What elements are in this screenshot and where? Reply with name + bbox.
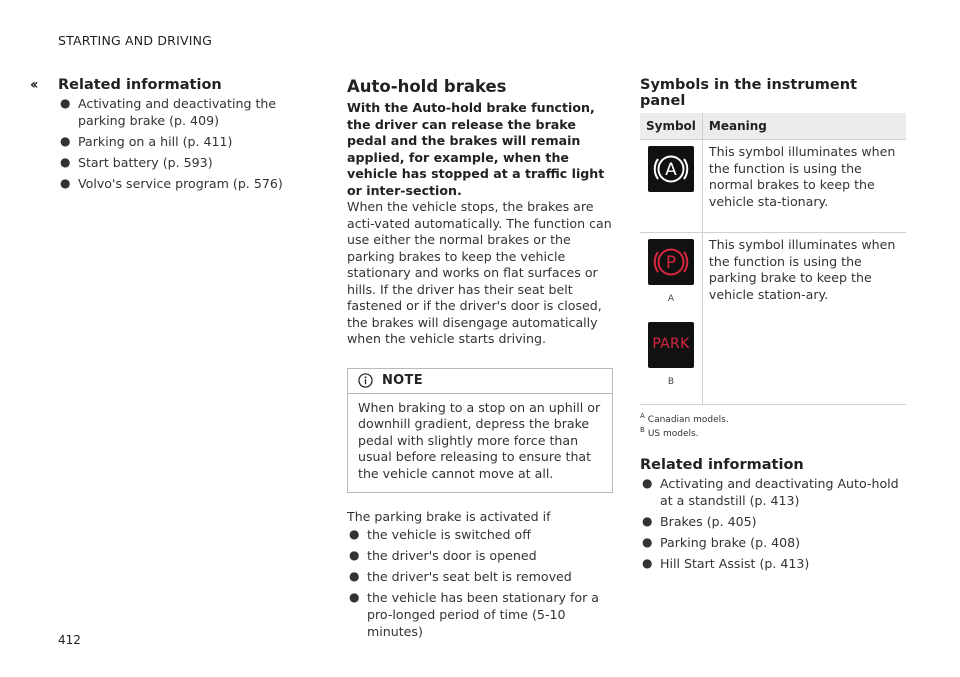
column-middle <box>347 77 613 644</box>
footnote <box>640 425 906 439</box>
related-link[interactable]: Activating and deactivating the parking brake (p. 409) <box>78 96 277 128</box>
symbol-cell <box>640 233 702 405</box>
table-row <box>640 233 906 405</box>
bullet-icon: ● <box>349 526 360 541</box>
bullet-icon: ● <box>60 155 71 169</box>
footnote-text: US models. <box>647 429 699 439</box>
related-link[interactable]: Volvo's service program (p. 576) <box>78 176 283 191</box>
parking-brake-glyph: P <box>665 253 677 273</box>
column-header-meaning: Meaning <box>702 113 906 140</box>
parking-brake-intro: The parking brake is activated if <box>347 509 551 524</box>
bullet-icon: ● <box>349 568 360 583</box>
auto-hold-glyph: A <box>665 160 677 180</box>
note-box <box>347 368 613 494</box>
list-item <box>347 568 613 585</box>
article-body: When the vehicle stops, the brakes are acti-vated automatically. The function can use either the normal brakes or the parking brakes to keep the vehicle stationary and works on flat surfaces or hills. If the driver has their seat belt fastened or if the driver's door is closed, the brakes will disengage automatically when the vehicle starts driving. <box>347 199 612 346</box>
bullet-icon: ● <box>642 556 653 570</box>
list-item <box>347 547 613 564</box>
bullet-icon: ● <box>642 476 653 490</box>
park-glyph: PARK <box>652 336 690 353</box>
meaning-cell: This symbol illuminates when the function is using the normal brakes to keep the vehicle sta-tionary. <box>702 140 906 233</box>
list-item[interactable] <box>640 534 906 551</box>
condition-text: the driver's door is opened <box>367 547 537 563</box>
condition-text: the vehicle has been stationary for a pro-longed period of time (5-10 minutes) <box>367 589 599 639</box>
related-info-heading: Related information <box>640 457 804 473</box>
related-link[interactable]: Start battery (p. 593) <box>78 155 213 170</box>
note-header <box>348 369 612 394</box>
footnote-mark: B <box>640 426 645 434</box>
note-text: When braking to a stop on an uphill or downhill gradient, depress the brake pedal with slightly more force than usual before releasing to ensure that the vehicle cannot move at all. <box>358 399 601 481</box>
table-footnotes <box>640 411 906 439</box>
footnote-mark: A <box>640 412 645 420</box>
list-item[interactable] <box>58 175 308 192</box>
column-right <box>640 77 906 576</box>
page-number: 412 <box>58 633 81 647</box>
condition-text: the vehicle is switched off <box>367 526 531 542</box>
symbol-cell <box>640 140 702 233</box>
bullet-icon: ● <box>349 547 360 562</box>
table-header-row <box>640 113 906 140</box>
article-intro: With the Auto-hold brake function, the driver can release the brake pedal and the brakes will remain applied, for example, when the vehicle has stopped at a traffic light or inter-section. <box>347 100 605 198</box>
list-item[interactable] <box>640 555 906 572</box>
park-text-icon <box>648 322 694 368</box>
related-link[interactable]: Activating and deactivating Auto-hold at a standstill (p. 413) <box>660 476 899 508</box>
list-item[interactable] <box>58 133 308 150</box>
footnote-text: Canadian models. <box>647 415 729 425</box>
related-info-list <box>640 475 906 572</box>
list-item <box>347 589 613 640</box>
symbols-title: Symbols in the instrument panel <box>640 77 857 109</box>
bullet-icon: ● <box>349 589 360 604</box>
note-label: NOTE <box>382 373 423 388</box>
previous-page-chevron-icon[interactable]: ‹‹ <box>30 77 36 93</box>
auto-hold-a-icon <box>648 146 694 192</box>
list-item[interactable] <box>640 513 906 530</box>
related-link[interactable]: Brakes (p. 405) <box>660 514 757 529</box>
related-link[interactable]: Parking on a hill (p. 411) <box>78 134 233 149</box>
section-header: STARTING AND DRIVING <box>58 33 213 48</box>
parking-brake-conditions <box>347 526 613 640</box>
related-info-list <box>58 95 308 192</box>
bullet-icon: ● <box>642 535 653 549</box>
list-item[interactable] <box>58 154 308 171</box>
bullet-icon: ● <box>60 176 71 190</box>
meaning-cell: This symbol illuminates when the function is using the parking brake to keep the vehicle station-ary. <box>702 233 906 405</box>
list-item <box>347 526 613 543</box>
bullet-icon: ● <box>60 96 71 110</box>
article-title: Auto-hold brakes <box>347 77 507 96</box>
parking-brake-p-icon <box>648 239 694 285</box>
table-row <box>640 140 906 233</box>
related-link[interactable]: Parking brake (p. 408) <box>660 535 801 550</box>
symbols-table <box>640 113 906 405</box>
variant-label-b: B <box>667 376 675 387</box>
list-item[interactable] <box>58 95 308 129</box>
related-info-heading: Related information <box>58 77 222 93</box>
footnote <box>640 411 906 425</box>
related-link[interactable]: Hill Start Assist (p. 413) <box>660 556 810 571</box>
list-item[interactable] <box>640 475 906 509</box>
condition-text: the driver's seat belt is removed <box>367 568 572 584</box>
info-icon <box>358 373 373 388</box>
bullet-icon: ● <box>60 134 71 148</box>
column-left <box>58 77 308 196</box>
bullet-icon: ● <box>642 514 653 528</box>
variant-label-a: A <box>667 294 675 304</box>
column-header-symbol: Symbol <box>640 113 702 140</box>
